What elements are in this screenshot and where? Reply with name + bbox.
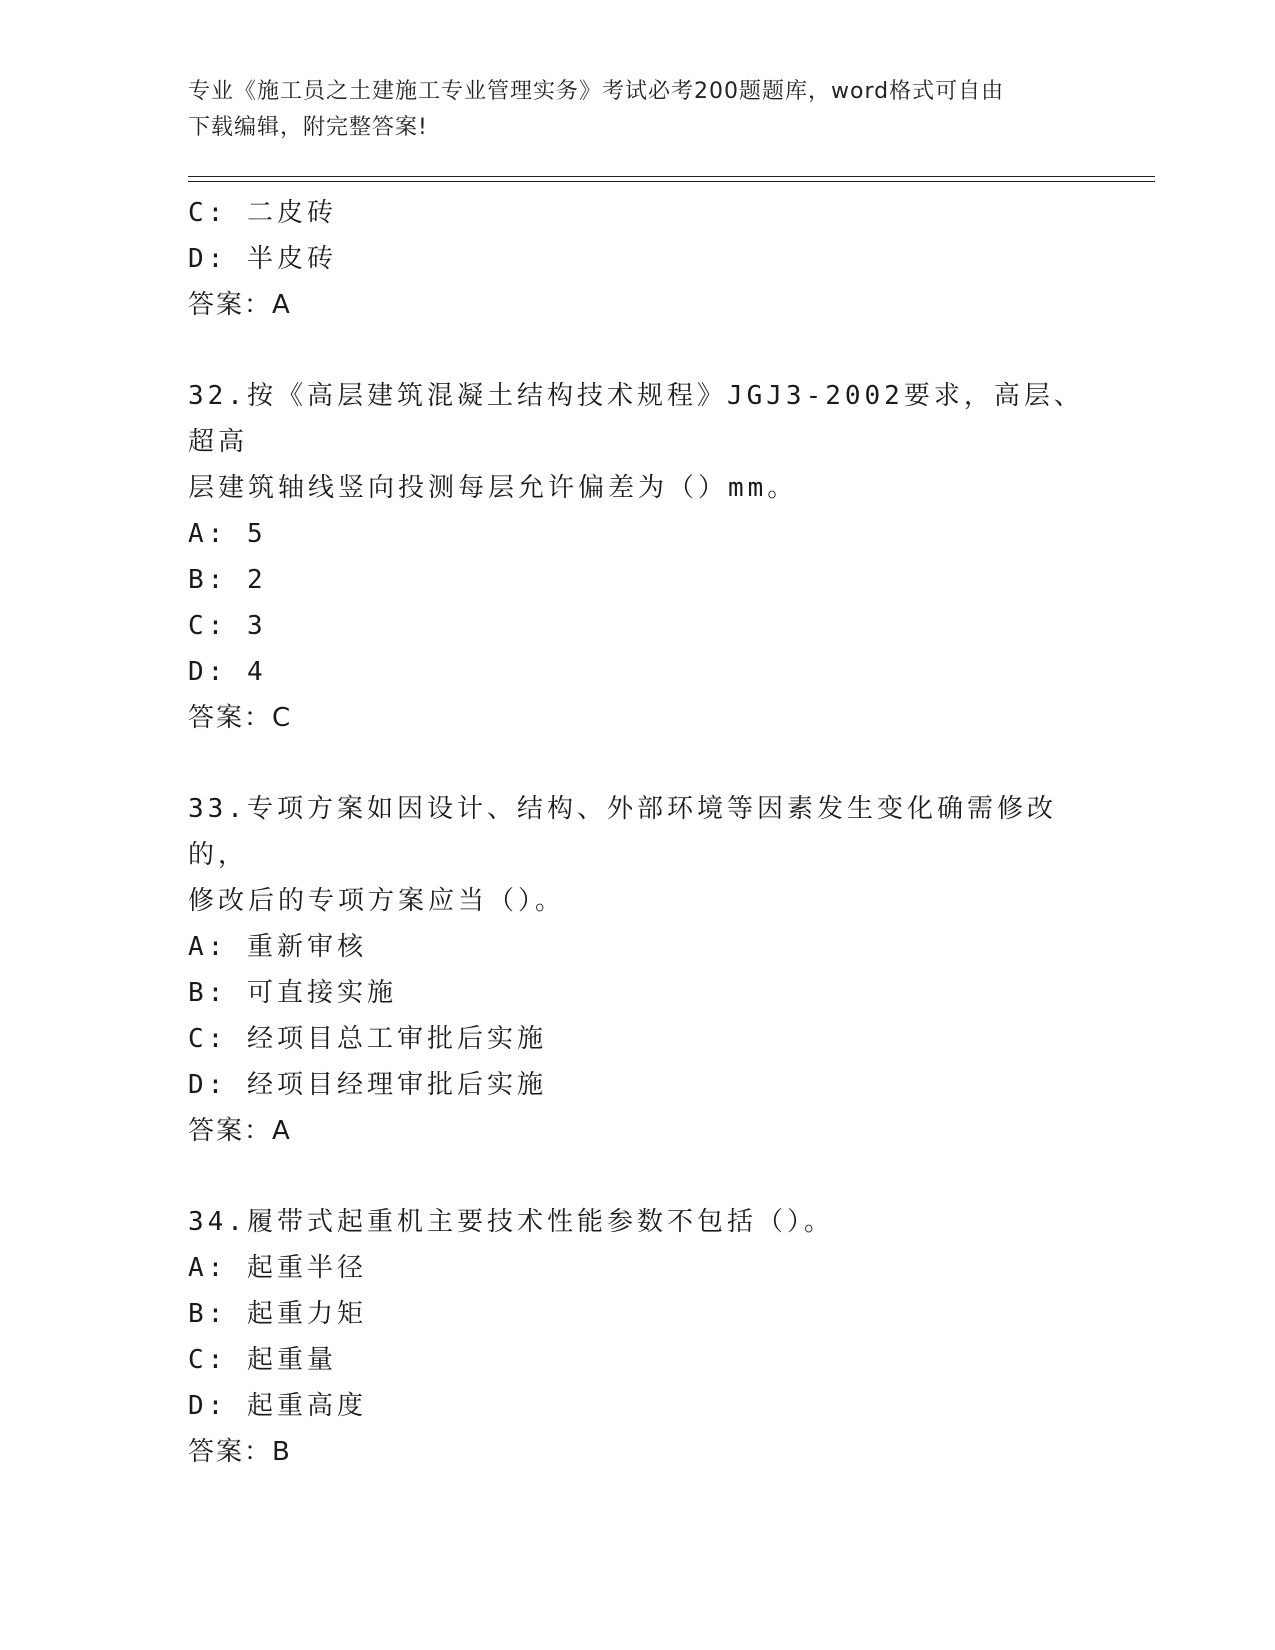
option-a: A: 起重半径: [188, 1253, 367, 1283]
spacer: [188, 328, 1088, 373]
option-b: B: 起重力矩: [188, 1299, 367, 1329]
option-c: C: 起重量: [188, 1345, 337, 1375]
option-b: B: 2: [188, 565, 267, 595]
question-stem-line-1: 34.履带式起重机主要技术性能参数不包括（）。: [188, 1207, 834, 1237]
question-stem-line-1: 33.专项方案如因设计、结构、外部环境等因素发生变化确需修改的，: [188, 794, 1057, 870]
answer-label: 答案：C: [188, 703, 293, 733]
header-divider-top: [188, 176, 1155, 177]
question-32: [188, 373, 1088, 741]
option-d: D: 半皮砖: [188, 244, 337, 274]
question-stem-line-1: 32.按《高层建筑混凝土结构技术规程》JGJ3-2002要求，高层、超高: [188, 381, 1084, 457]
spacer: [188, 741, 1088, 786]
question-34: [188, 1199, 1088, 1475]
question-31-continued: [188, 190, 1088, 328]
option-c: C: 3: [188, 611, 267, 641]
option-d: D: 经项目经理审批后实施: [188, 1070, 547, 1100]
header-line-2: 下载编辑，附完整答案!: [188, 115, 428, 140]
option-a: A: 5: [188, 519, 267, 549]
spacer: [188, 1154, 1088, 1199]
question-stem-line-2: 层建筑轴线竖向投测每层允许偏差为（）mm。: [188, 473, 798, 503]
answer-label: 答案：A: [188, 1116, 292, 1146]
question-33: [188, 786, 1088, 1154]
answer-label: 答案：B: [188, 1437, 292, 1467]
header-divider-bottom: [188, 181, 1155, 182]
option-d: D: 4: [188, 657, 267, 687]
option-d: D: 起重高度: [188, 1391, 367, 1421]
question-stem-line-2: 修改后的专项方案应当（）。: [188, 886, 566, 916]
option-a: A: 重新审核: [188, 932, 367, 962]
option-c: C: 经项目总工审批后实施: [188, 1024, 547, 1054]
document-header: [188, 74, 1088, 146]
header-line-1: 专业《施工员之土建施工专业管理实务》考试必考200题题库，word格式可自由: [188, 79, 1005, 104]
question-list: [188, 190, 1088, 1475]
option-c: C: 二皮砖: [188, 198, 337, 228]
answer-label: 答案：A: [188, 290, 292, 320]
option-b: B: 可直接实施: [188, 978, 397, 1008]
